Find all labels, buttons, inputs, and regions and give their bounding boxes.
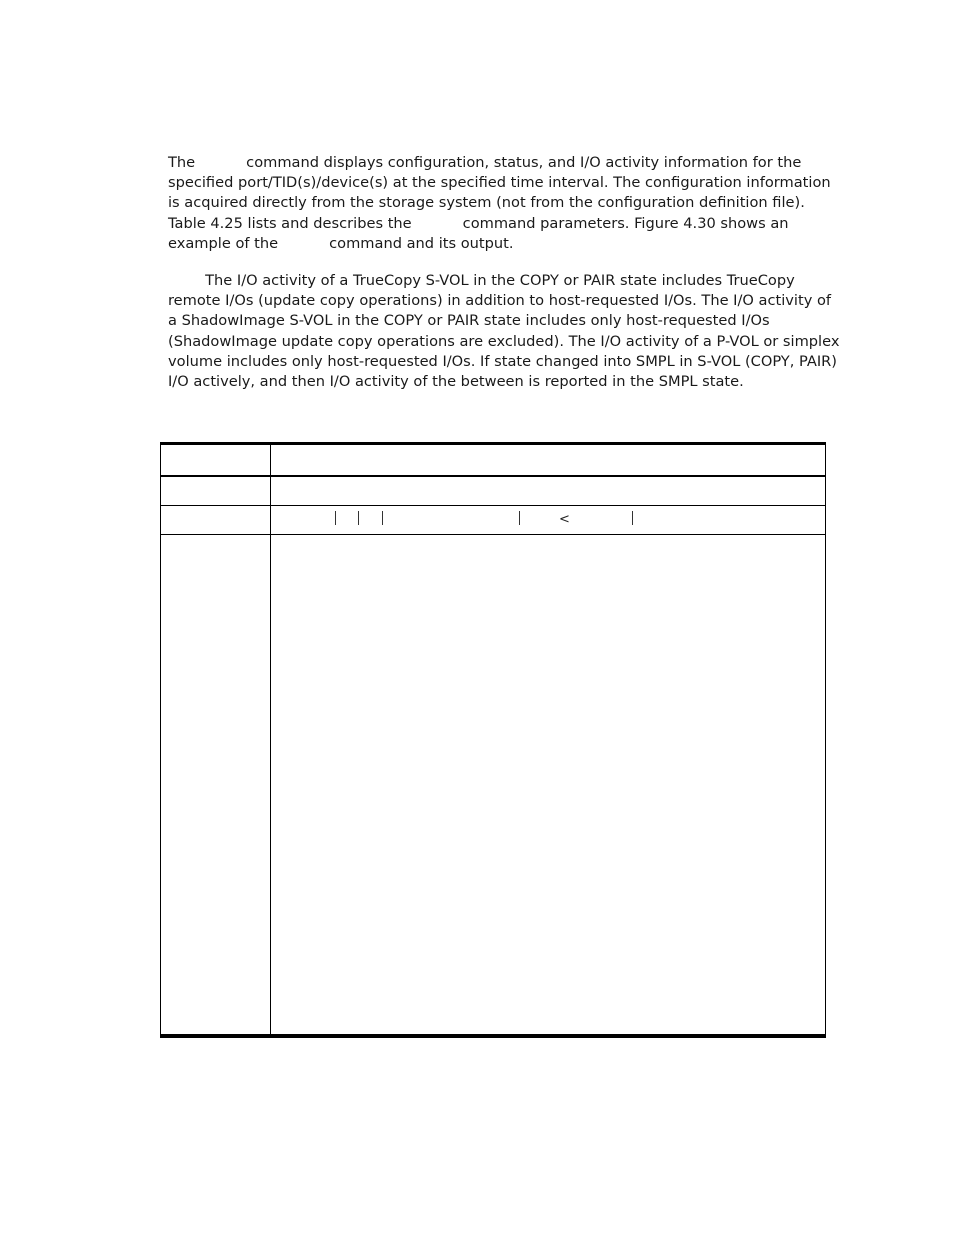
text-line: Table 4.25 lists and describes the command parameters. Figure 4.30 shows an: [168, 214, 789, 232]
table-row-rule: [160, 505, 826, 506]
text-line: The I/O activity of a TrueCopy S-VOL in the COPY or PAIR state includes TrueCopy: [168, 272, 795, 289]
syntax-separator: [358, 511, 359, 525]
syntax-separator: [335, 511, 336, 525]
syntax-less-than: <: [559, 512, 570, 527]
table-column-divider: [270, 442, 271, 1038]
text-line: The command displays configuration, status, and I/O activity information for the: [168, 154, 802, 171]
syntax-separator: [519, 511, 520, 525]
io-activity-paragraph: [168, 271, 840, 392]
text-line: remote I/Os (update copy operations) in addition to host-requested I/Os. The I/O activity of: [168, 292, 832, 310]
text-line: I/O actively, and then I/O activity of the between is reported in the SMPL state.: [168, 372, 744, 390]
text-line: example of the command and its output.: [168, 234, 514, 252]
intro-paragraph: [168, 153, 831, 254]
table-right-border: [825, 442, 826, 1038]
text-line: specified port/TID(s)/device(s) at the specified time interval. The configuration information: [168, 174, 831, 192]
text-line: a ShadowImage S-VOL in the COPY or PAIR state includes only host-requested I/Os: [168, 312, 770, 330]
table-left-border: [160, 442, 161, 1038]
table-bottom-rule: [160, 1034, 826, 1038]
text-line: (ShadowImage update copy operations are excluded). The I/O activity of a P-VOL or simplex: [168, 332, 840, 350]
table-row-rule: [160, 534, 826, 535]
text-line: volume includes only host-requested I/Os. If state changed into SMPL in S-VOL (COPY, PAIR): [168, 352, 837, 370]
text-line: is acquired directly from the storage system (not from the configuration definition file).: [168, 194, 805, 212]
syntax-separator: [382, 511, 383, 525]
table-top-rule: [160, 442, 826, 445]
parameter-table: [160, 442, 826, 1038]
syntax-separator: [632, 511, 633, 525]
table-row-rule: [160, 475, 826, 477]
